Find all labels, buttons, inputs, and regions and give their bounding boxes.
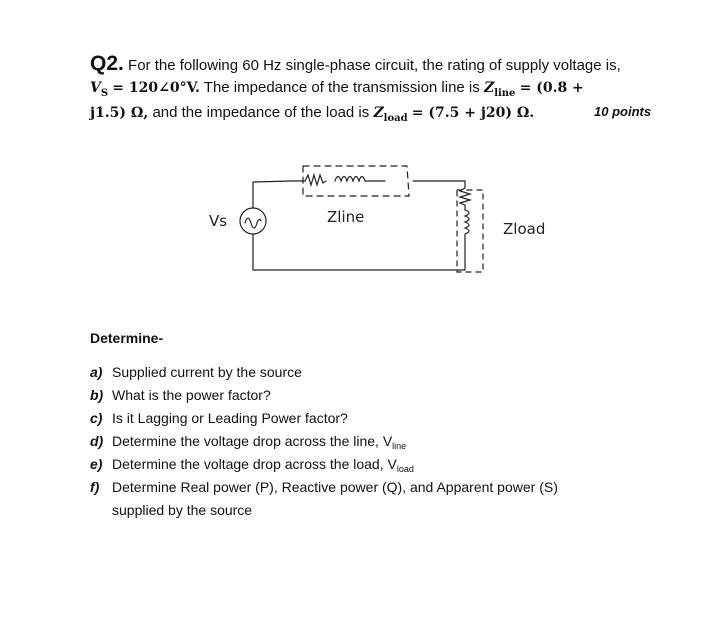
zload-label: Zload [503, 220, 546, 238]
list-item [90, 430, 558, 453]
zload-symbol: Z [373, 105, 384, 121]
top-wire-right [413, 181, 465, 188]
item-label: e) [90, 456, 103, 472]
item-label: a) [90, 364, 103, 380]
item-text: Supplied current by the source [112, 364, 302, 380]
line-inductor-icon [335, 177, 385, 182]
zline-symbol: Z [483, 80, 495, 96]
zload-value: = (7.5 + j20) Ω. [411, 105, 535, 121]
list-item [90, 453, 558, 476]
item-text: Determine the voltage drop across the line, V [112, 433, 393, 449]
item-label: c) [90, 410, 103, 426]
bottom-wire [253, 256, 465, 270]
list-item-continuation [90, 499, 558, 522]
list-item [90, 476, 558, 499]
line-impedance-box [303, 166, 409, 196]
source-circle [240, 208, 266, 234]
circuit-diagram [195, 160, 635, 280]
top-wire-left [253, 181, 305, 182]
vs-label: Vs [209, 212, 228, 230]
question-intro: For the following 60 Hz single-phase circuit, the rating of supply voltage is, [128, 57, 621, 74]
item-label: b) [90, 387, 104, 403]
zline-label: Zline [327, 208, 365, 226]
ac-source-icon [245, 218, 261, 228]
vs-symbol: V [90, 80, 101, 96]
list-item [90, 407, 558, 430]
question-line-1 [90, 52, 621, 76]
question-line-2 [90, 79, 584, 99]
load-resistor-icon [460, 188, 470, 210]
vs-unit: V. [186, 80, 200, 96]
item-text: Is it Lagging or Leading Power factor? [112, 410, 348, 426]
determine-heading: Determine- [90, 330, 164, 346]
question-number: Q2. [90, 52, 124, 75]
line-impedance-text: The impedance of the transmission line is [203, 79, 480, 96]
item-text: Determine the voltage drop across the load, V [112, 456, 397, 472]
item-subscript: load [396, 464, 414, 474]
item-text: Determine Real power (P), Reactive power (Q), and Apparent power (S) [112, 479, 558, 495]
line-resistor-icon [305, 175, 326, 185]
item-label: f) [90, 479, 100, 495]
item-text: What is the power factor? [112, 387, 271, 403]
list-item [90, 361, 558, 384]
zline-value: = (0.8 + [519, 80, 584, 96]
load-impedance-text: and the impedance of the load is [152, 104, 370, 121]
vs-value: = 120∠0° [112, 80, 187, 96]
load-inductor-icon [465, 210, 469, 256]
zline-subscript: line [494, 88, 516, 99]
item-label: d) [90, 433, 104, 449]
question-line-3 [90, 104, 535, 124]
item-text-cont: supplied by the source [112, 502, 253, 518]
item-subscript: line [392, 441, 407, 451]
zload-subscript: load [383, 113, 408, 124]
vs-subscript: S [100, 88, 109, 99]
points-label: 10 points [594, 104, 652, 119]
list-item [90, 384, 558, 407]
zline-value-cont: j1.5) Ω, [90, 105, 149, 121]
determine-list [90, 361, 558, 522]
